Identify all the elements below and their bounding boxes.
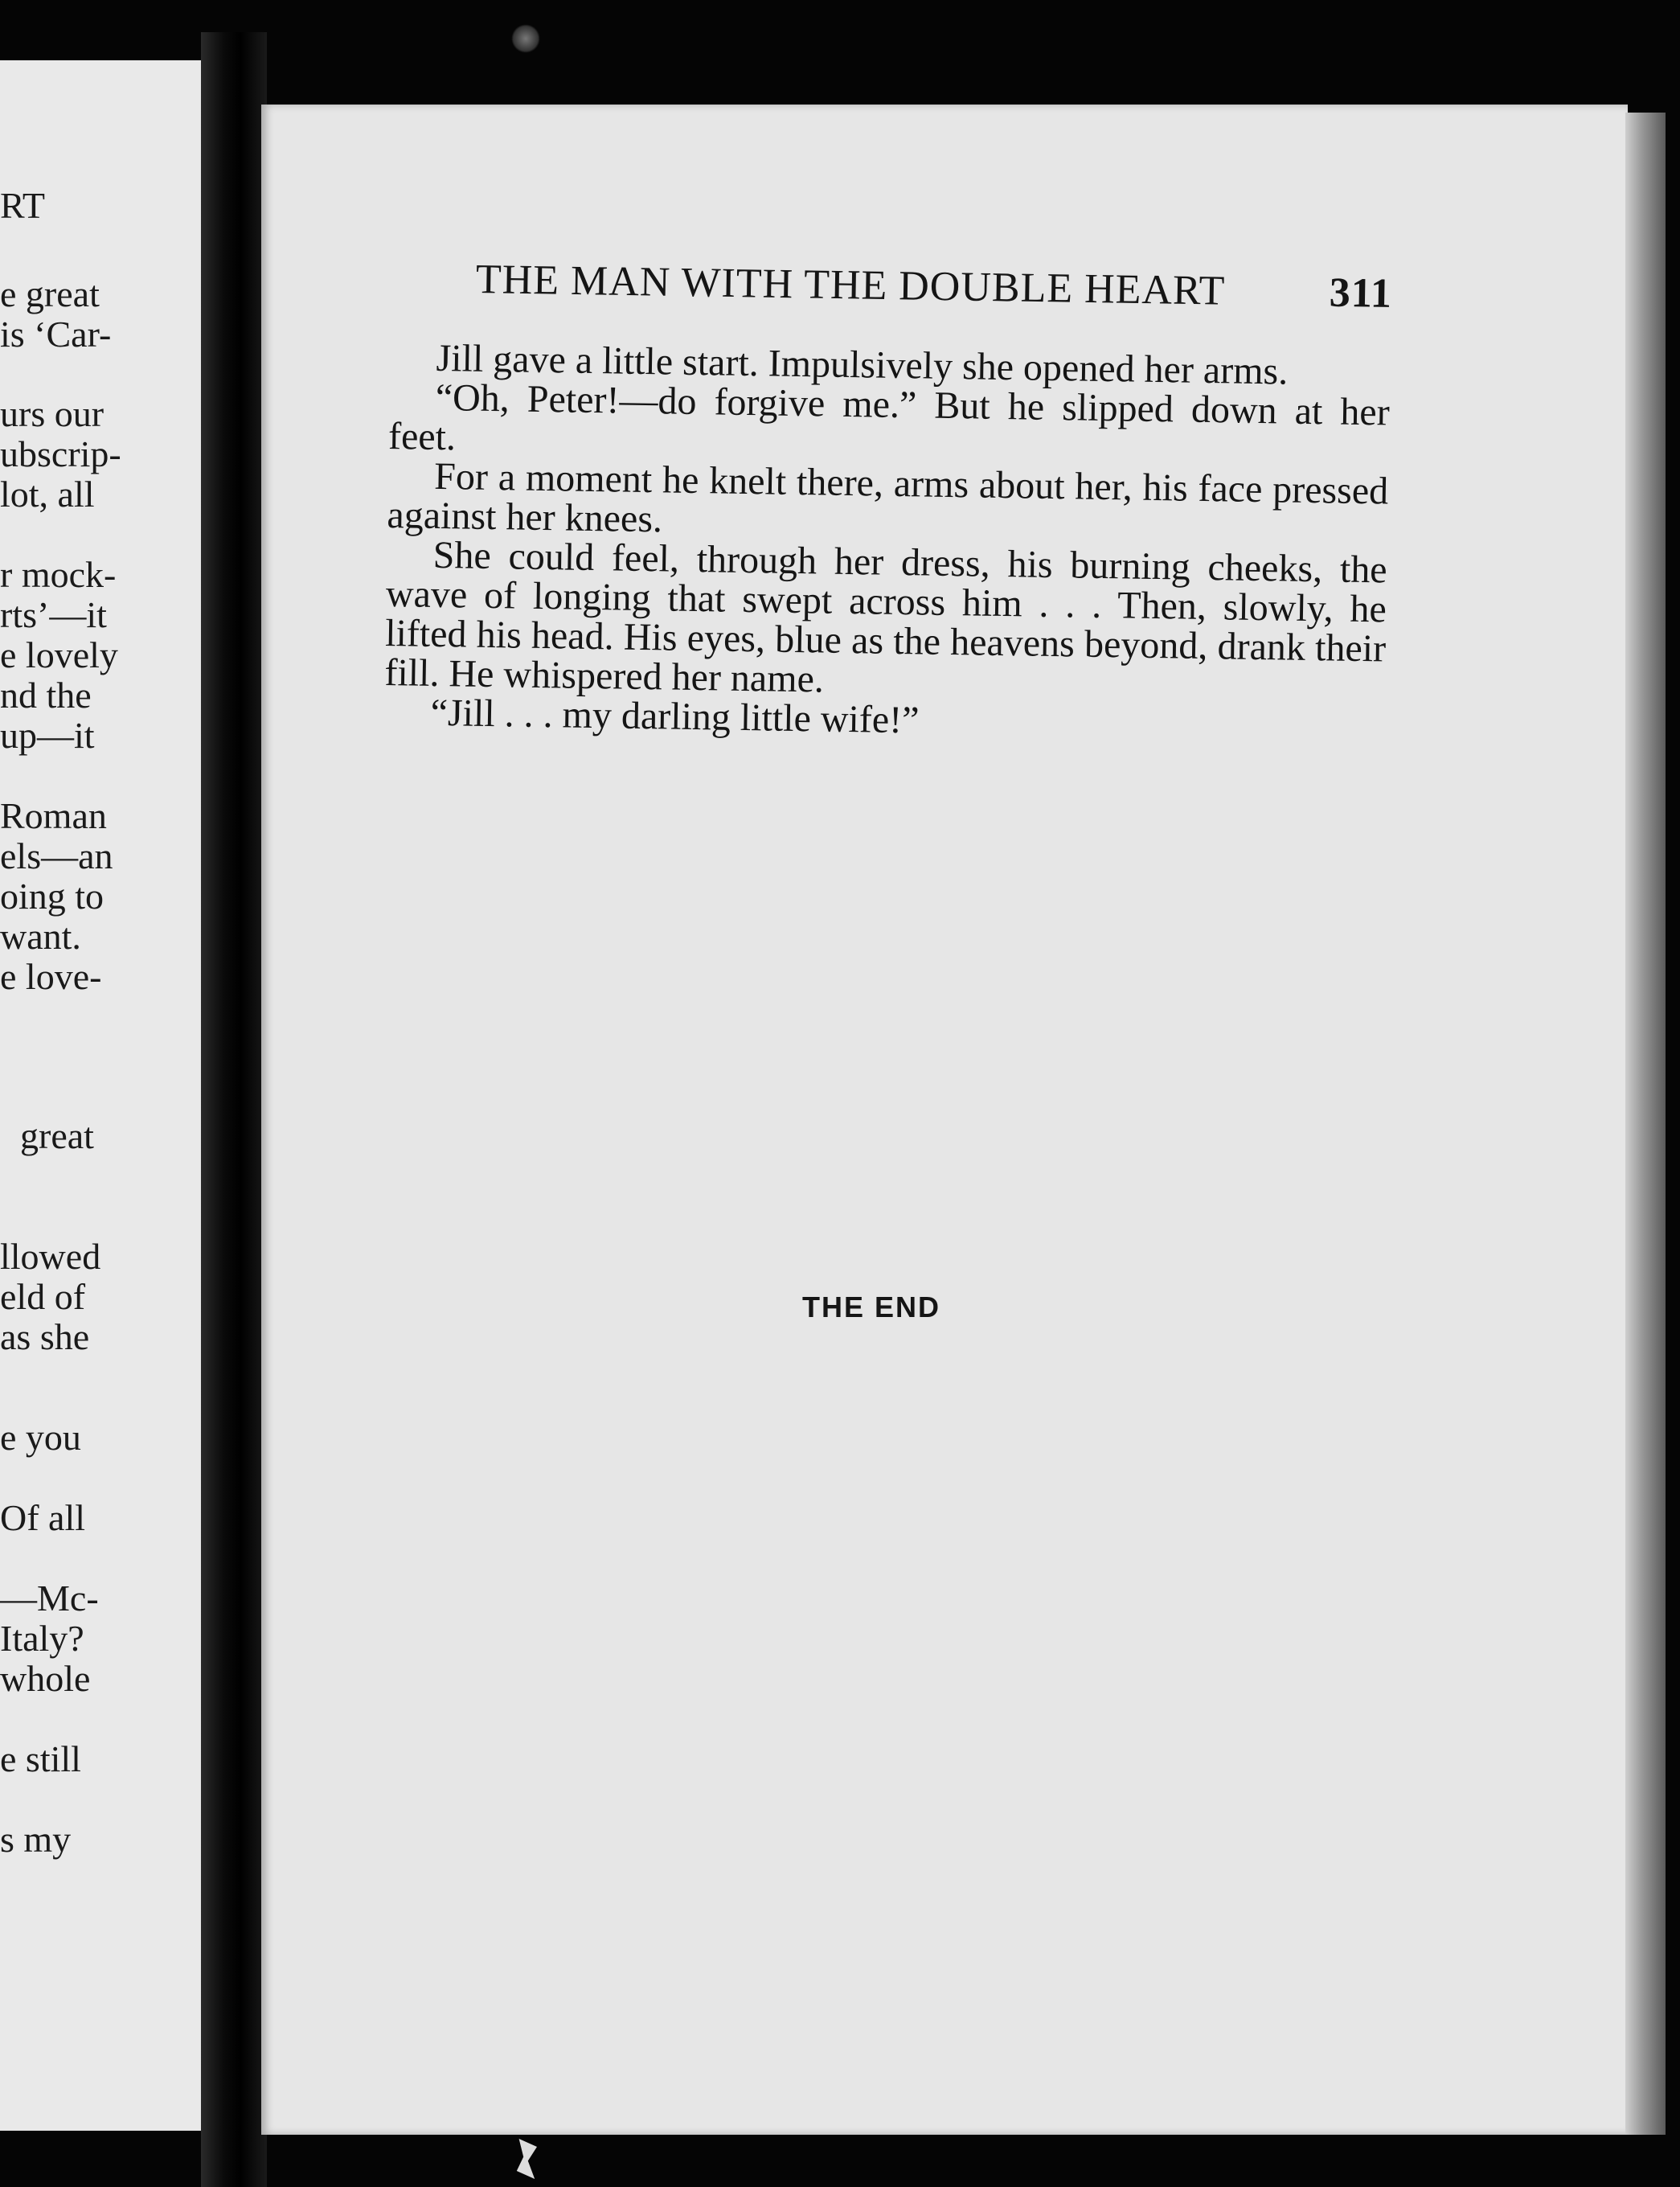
- left-page-line: e still: [0, 1738, 81, 1779]
- paragraph: She could feel, through her dress, his burning cheeks, the wave of longing that swept across him . . . Then, slowly, he lifted his head. His eyes, blue as the heavens beyond, drank their fill. He whispered her name.: [384, 533, 1388, 701]
- left-page-line: e you: [0, 1417, 81, 1458]
- left-page-line: —Mc-: [0, 1578, 99, 1619]
- left-page-line: rts’—it: [0, 594, 107, 635]
- scan-speck: [511, 24, 540, 53]
- left-page-line: RT: [0, 185, 46, 226]
- left-page-line: is ‘Car-: [0, 314, 112, 355]
- left-page-line: Roman: [0, 795, 107, 836]
- left-page-line: as she: [0, 1316, 90, 1357]
- left-page-line: eld of: [0, 1276, 86, 1317]
- page-number: 311: [1329, 269, 1393, 317]
- paragraph: “Oh, Peter!—do forgive me.” But he slipped down at her feet.: [387, 375, 1391, 459]
- left-page-line: ubscrip-: [0, 433, 121, 474]
- previous-page: [0, 60, 203, 2131]
- left-page-line: want.: [0, 916, 81, 957]
- left-page-line: nd the: [0, 675, 92, 716]
- left-page-line: s my: [0, 1819, 72, 1860]
- left-page-line: els—an: [0, 835, 113, 876]
- running-head-title: THE MAN WITH THE DOUBLE HEART: [475, 256, 1226, 314]
- paragraph: Jill gave a little start. Impulsively she opened her arms.: [436, 336, 1289, 393]
- page-edge: [1625, 113, 1666, 2135]
- left-page-line: r mock-: [0, 554, 117, 595]
- left-page-line: urs our: [0, 393, 104, 434]
- left-page-line: Italy?: [0, 1618, 84, 1659]
- left-page-line: oing to: [0, 876, 104, 917]
- left-page-line: whole: [0, 1658, 91, 1699]
- left-page-line: e great: [0, 273, 100, 314]
- paragraph: For a moment he knelt there, arms about her, his face pressed against her knees.: [387, 454, 1389, 541]
- left-page-line: great: [20, 1115, 94, 1156]
- left-page-line: Of all: [0, 1497, 86, 1538]
- left-page-line: e lovely: [0, 634, 118, 675]
- book-gutter: [201, 32, 267, 2187]
- left-page-line: e love-: [0, 956, 102, 997]
- scan-artifact: [514, 2139, 537, 2179]
- left-page-line: llowed: [0, 1236, 101, 1277]
- left-page-line: lot, all: [0, 474, 95, 515]
- body-text: [383, 338, 1391, 747]
- the-end-mark: THE END: [802, 1290, 941, 1323]
- left-page-line: up—it: [0, 715, 95, 756]
- paragraph: “Jill . . . my darling little wife!”: [430, 691, 920, 742]
